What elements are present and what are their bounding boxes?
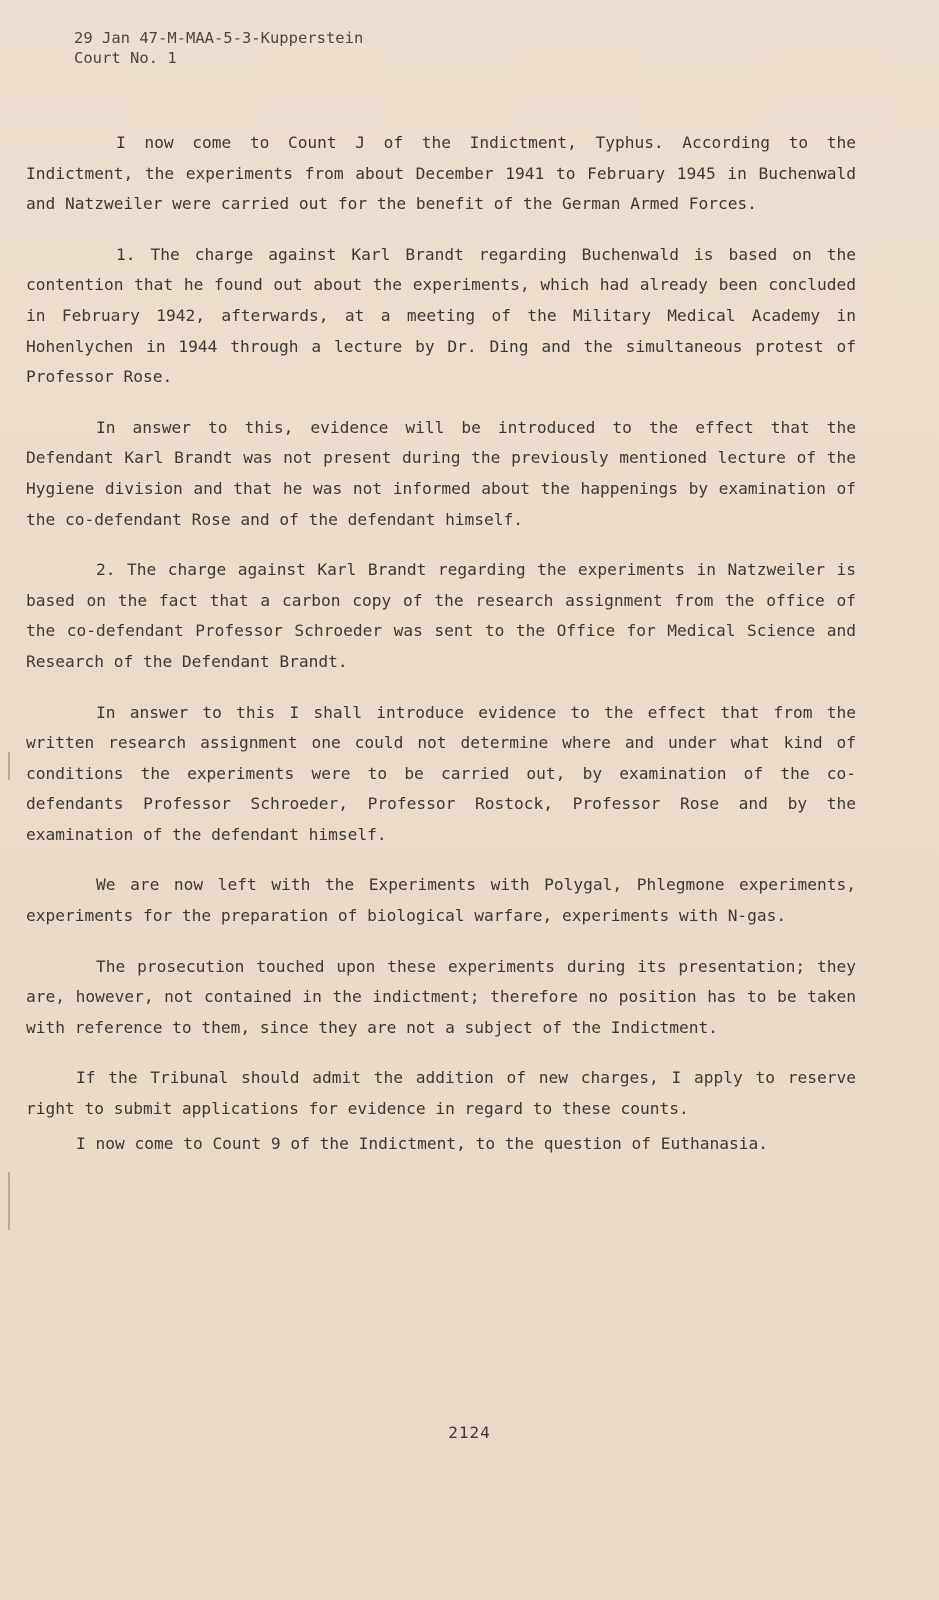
margin-mark [8, 1172, 10, 1230]
paragraph-count-j: I now come to Count J of the Indictment, Typhus. According to the Indictment, the experiments from about December 1941 to February 1945 in Buchenwald and Natzweiler were carried out for the benefit of the German Armed Forces. [26, 133, 856, 214]
document-body [26, 128, 856, 1179]
margin-mark [8, 752, 10, 780]
paragraph-count-9: I now come to Count 9 of the Indictment, to the question of Euthanasia. [76, 1133, 768, 1153]
paragraph-remaining-experiments: We are now left with the Experiments with Polygal, Phlegmone experiments, experiments for the preparation of biological warfare, experiments with N-gas. [26, 875, 856, 926]
paragraph-charge-natzweiler: 2. The charge against Karl Brandt regarding the experiments in Natzweiler is based on the fact that a carbon copy of the research assignment from the office of the co-defendant Professor Schroeder was sent to the Office for Medical Science and Research of the Defendant Brandt. [26, 560, 856, 671]
header-reference: 29 Jan 47-M-MAA-5-3-Kupperstein [74, 29, 364, 47]
header-court: Court No. 1 [74, 49, 177, 67]
paragraph-reserve-right: If the Tribunal should admit the addition of new charges, I apply to reserve right to submit applications for evidence in regard to these counts. [26, 1068, 856, 1119]
paragraph-answer-natzweiler: In answer to this I shall introduce evidence to the effect that from the written research assignment one could not determine where and under what kind of conditions the experiments were to be carried out, by examination of the co-defendants Professor Schroeder, Professor Rostock, Professor Rose and by the examination of the defendant himself. [26, 702, 856, 844]
paragraph-answer-buchenwald: In answer to this, evidence will be introduced to the effect that the Defendant Karl Brandt was not present during the previously mentioned lecture of the Hygiene division and that he was not informed about the happenings by examination of the co-defendant Rose and of the defendant himself. [26, 417, 856, 529]
paragraph-prosecution-position: The prosecution touched upon these experiments during its presentation; they are, however, not contained in the indictment; therefore no position has to be taken with reference to them, since they are not a subject of the Indictment. [26, 956, 856, 1037]
paragraph-charge-buchenwald: 1. The charge against Karl Brandt regarding Buchenwald is based on the contention that he found out about the experiments, which had already been concluded in February 1942, afterwards, at a meeting of the Military Medical Academy in Hohenlychen in 1944 through a lecture by Dr. Ding and the simultaneous protest of Professor Rose. [26, 244, 856, 387]
page-number: 2124 [448, 1423, 491, 1442]
document-header [74, 28, 363, 68]
